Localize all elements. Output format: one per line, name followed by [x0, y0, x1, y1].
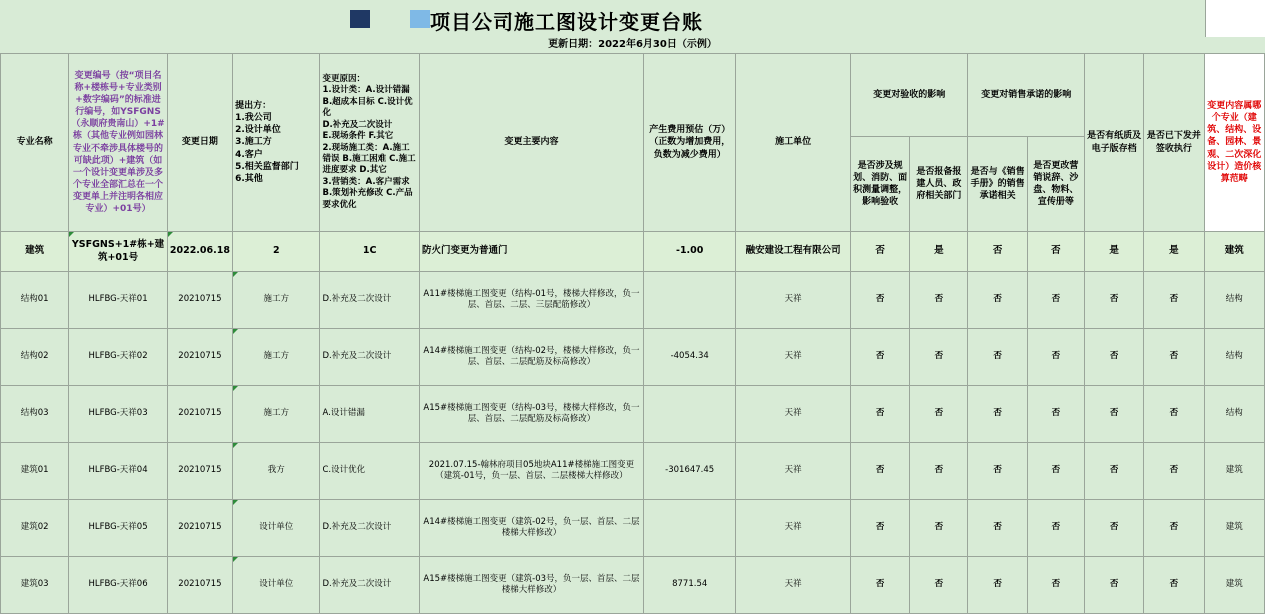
header-sales-impact[interactable]: 变更对销售承诺的影响 — [968, 54, 1085, 137]
cell-marketing[interactable]: 否 — [1027, 232, 1084, 272]
cell-content[interactable]: A15#楼梯施工图变更（建筑-03号，负一层、首层、二层楼梯大样修改） — [419, 557, 643, 614]
cell-specialty[interactable]: 结构03 — [1, 386, 69, 443]
cell-content[interactable]: A14#楼梯施工图变更（建筑-02号，负一层、首层、二层楼梯大样修改） — [419, 500, 643, 557]
table-row — [1, 557, 1265, 614]
cell-sales-manual[interactable]: 否 — [968, 272, 1027, 329]
cell-content[interactable]: A14#楼梯施工图变更（结构-02号，楼梯大样修改，负一层、首层、二层配筋及标高修改） — [419, 329, 643, 386]
cell-specialty[interactable]: 结构01 — [1, 272, 69, 329]
header-issued[interactable]: 是否已下发并签收执行 — [1144, 54, 1204, 232]
cell-change-number[interactable]: HLFBG-天祥05 — [69, 500, 167, 557]
cell-sales-manual[interactable]: 否 — [968, 500, 1027, 557]
cell-proposer[interactable]: 施工方 — [233, 329, 320, 386]
cell-cost[interactable]: -4054.34 — [643, 329, 735, 386]
header-planning-impact[interactable]: 是否涉及规划、消防、面积测量调整，影响验收 — [850, 137, 909, 232]
cell-planning[interactable]: 否 — [850, 500, 909, 557]
cell-sales-manual[interactable]: 否 — [968, 557, 1027, 614]
header-row-1 — [1, 54, 1265, 137]
cell-specialty[interactable]: 建筑 — [1, 232, 69, 272]
cell-marketing[interactable]: 否 — [1027, 557, 1084, 614]
cell-government[interactable]: 否 — [910, 557, 968, 614]
table-row — [1, 329, 1265, 386]
cell-cost[interactable] — [643, 272, 735, 329]
cell-planning[interactable]: 否 — [850, 232, 909, 272]
cell-cost[interactable]: -301647.45 — [643, 443, 735, 500]
cell-proposer[interactable]: 设计单位 — [233, 500, 320, 557]
cell-government[interactable]: 否 — [910, 443, 968, 500]
cell-proposer[interactable]: 设计单位 — [233, 557, 320, 614]
cell-unit[interactable]: 天祥 — [736, 500, 851, 557]
cell-scope[interactable]: 结构 — [1204, 272, 1264, 329]
cell-archived[interactable]: 否 — [1085, 443, 1144, 500]
header-construction-unit[interactable]: 施工单位 — [736, 54, 851, 232]
cell-specialty[interactable]: 建筑02 — [1, 500, 69, 557]
cell-content[interactable]: A11#楼梯施工图变更（结构-01号，楼梯大样修改，负一层、首层、二层、三层配筋修改） — [419, 272, 643, 329]
cell-proposer[interactable]: 2 — [233, 232, 320, 272]
cell-sales-manual[interactable]: 否 — [968, 232, 1027, 272]
cell-archived[interactable]: 否 — [1085, 557, 1144, 614]
cell-archived[interactable]: 否 — [1085, 272, 1144, 329]
cell-marketing[interactable]: 否 — [1027, 500, 1084, 557]
header-archived[interactable]: 是否有纸质及电子版存档 — [1085, 54, 1144, 232]
cell-change-date[interactable]: 20210715 — [167, 557, 232, 614]
cell-change-date[interactable]: 20210715 — [167, 500, 232, 557]
cell-reason[interactable]: D.补充及二次设计 — [320, 272, 419, 329]
header-government-report[interactable]: 是否报备报建人员、政府相关部门 — [910, 137, 968, 232]
title-corner-cell[interactable] — [1205, 0, 1265, 38]
cell-scope[interactable]: 建筑 — [1204, 443, 1264, 500]
cell-scope[interactable]: 建筑 — [1204, 557, 1264, 614]
cell-specialty[interactable]: 建筑01 — [1, 443, 69, 500]
cell-reason[interactable]: C.设计优化 — [320, 443, 419, 500]
cell-issued[interactable]: 否 — [1144, 272, 1204, 329]
cell-government[interactable]: 否 — [910, 329, 968, 386]
table-row — [1, 232, 1265, 272]
dark-square-icon — [350, 10, 370, 28]
header-change-date[interactable]: 变更日期 — [167, 54, 232, 232]
cell-reason[interactable]: D.补充及二次设计 — [320, 329, 419, 386]
cell-sales-manual[interactable]: 否 — [968, 329, 1027, 386]
cell-content[interactable]: 2021.07.15-翰林府项目05地块A11#楼梯施工图变更（建筑-01号，负一层、首层、二层楼梯大样修改） — [419, 443, 643, 500]
cell-unit[interactable]: 天祥 — [736, 329, 851, 386]
table-row — [1, 272, 1265, 329]
cell-archived[interactable]: 否 — [1085, 500, 1144, 557]
cell-government[interactable]: 否 — [910, 500, 968, 557]
cell-government[interactable]: 否 — [910, 386, 968, 443]
cell-planning[interactable]: 否 — [850, 386, 909, 443]
cell-planning[interactable]: 否 — [850, 329, 909, 386]
cell-content[interactable]: 防火门变更为普通门 — [419, 232, 643, 272]
cell-change-date[interactable]: 20210715 — [167, 272, 232, 329]
header-proposer[interactable]: 提出方： 1.我公司 2.设计单位 3.施工方 4.客户 5.相关监督部门 6.其他 — [233, 54, 320, 232]
cell-unit[interactable]: 融安建设工程有限公司 — [736, 232, 851, 272]
cell-proposer[interactable]: 我方 — [233, 443, 320, 500]
cell-marketing[interactable]: 否 — [1027, 443, 1084, 500]
cell-sales-manual[interactable]: 否 — [968, 386, 1027, 443]
header-acceptance-impact[interactable]: 变更对验收的影响 — [850, 54, 968, 137]
cell-change-number[interactable]: HLFBG-天祥06 — [69, 557, 167, 614]
header-specialty[interactable]: 专业名称 — [1, 54, 69, 232]
cell-change-date[interactable]: 2022.06.18 — [167, 232, 232, 272]
cell-content[interactable]: A15#楼梯施工图变更（结构-03号，楼梯大样修改，负一层、首层、二层配筋及标高修改） — [419, 386, 643, 443]
cell-specialty[interactable]: 结构02 — [1, 329, 69, 386]
header-change-reason[interactable]: 变更原因： 1.设计类：A.设计错漏 B.超成本目标 C.设计优化 D.补充及二次设计 E.现场条件 F.其它 2.现场施工类：A.施工错误 B.施工困难 C.施工进度要求 D.其它 3.营销类：A.客户需求 B.策划补充修改 C.产品要求优化 — [320, 54, 419, 232]
cell-scope[interactable]: 结构 — [1204, 329, 1264, 386]
cell-proposer[interactable]: 施工方 — [233, 386, 320, 443]
header-marketing-change[interactable]: 是否更改营销说辞、沙盘、物料、宣传册等 — [1027, 137, 1084, 232]
title-row — [0, 0, 1205, 38]
cell-unit[interactable]: 天祥 — [736, 557, 851, 614]
cell-planning[interactable]: 否 — [850, 557, 909, 614]
sheet-title: 项目公司施工图设计变更台账 — [430, 10, 703, 34]
cell-scope[interactable]: 建筑 — [1204, 232, 1264, 272]
cell-issued[interactable]: 否 — [1144, 386, 1204, 443]
cell-reason[interactable]: 1C — [320, 232, 419, 272]
cell-change-number[interactable]: HLFBG-天祥01 — [69, 272, 167, 329]
cell-issued[interactable]: 是 — [1144, 232, 1204, 272]
cell-marketing[interactable]: 否 — [1027, 386, 1084, 443]
cell-marketing[interactable]: 否 — [1027, 329, 1084, 386]
cell-specialty[interactable]: 建筑03 — [1, 557, 69, 614]
header-cost-estimate[interactable]: 产生费用预估（万）（正数为增加费用，负数为减少费用） — [643, 54, 735, 232]
cell-government[interactable]: 是 — [910, 232, 968, 272]
cell-marketing[interactable]: 否 — [1027, 272, 1084, 329]
cell-archived[interactable]: 否 — [1085, 386, 1144, 443]
cell-reason[interactable]: D.补充及二次设计 — [320, 500, 419, 557]
cell-planning[interactable]: 否 — [850, 443, 909, 500]
cell-change-number[interactable]: HLFBG-天祥04 — [69, 443, 167, 500]
cell-change-number[interactable]: HLFBG-天祥02 — [69, 329, 167, 386]
cell-sales-manual[interactable]: 否 — [968, 443, 1027, 500]
change-ledger-table — [0, 53, 1265, 614]
cell-change-date[interactable]: 20210715 — [167, 329, 232, 386]
table-row — [1, 443, 1265, 500]
table-row — [1, 386, 1265, 443]
cell-issued[interactable]: 否 — [1144, 500, 1204, 557]
cell-issued[interactable]: 否 — [1144, 443, 1204, 500]
cell-issued[interactable]: 否 — [1144, 557, 1204, 614]
cell-scope[interactable]: 建筑 — [1204, 500, 1264, 557]
cell-cost[interactable] — [643, 386, 735, 443]
cell-cost[interactable] — [643, 500, 735, 557]
update-date: 更新日期：2022年6月30日（示例） — [0, 37, 1265, 54]
cell-unit[interactable]: 天祥 — [736, 386, 851, 443]
cell-unit[interactable]: 天祥 — [736, 272, 851, 329]
header-change-number[interactable]: 变更编号（按“项目名称+楼栋号+专业类别+数字编码”的标准进行编号，如YSFGNS（永顺府贵南山）+1#栋（其他专业例如园林专业不牵涉具体楼号的可缺此项）+建筑（如一个设计变更单涉及多个专业全部汇总在一个变更单上并注明各相应专业）+01号） — [69, 54, 167, 232]
cell-issued[interactable]: 否 — [1144, 329, 1204, 386]
cell-change-date[interactable]: 20210715 — [167, 443, 232, 500]
cell-scope[interactable]: 结构 — [1204, 386, 1264, 443]
cell-reason[interactable]: D.补充及二次设计 — [320, 557, 419, 614]
cell-unit[interactable]: 天祥 — [736, 443, 851, 500]
cell-archived[interactable]: 否 — [1085, 329, 1144, 386]
cell-archived[interactable]: 是 — [1085, 232, 1144, 272]
header-cost-scope[interactable]: 变更内容属哪个专业（建筑、结构、设备、园林、景观、二次深化设计）造价核算范畴 — [1204, 54, 1264, 232]
cell-reason[interactable]: A.设计错漏 — [320, 386, 419, 443]
cell-planning[interactable]: 否 — [850, 272, 909, 329]
cell-cost[interactable]: 8771.54 — [643, 557, 735, 614]
header-sales-manual[interactable]: 是否与《销售手册》的销售承诺相关 — [968, 137, 1027, 232]
light-square-icon — [410, 10, 430, 28]
cell-government[interactable]: 否 — [910, 272, 968, 329]
cell-change-number[interactable]: YSFGNS+1#栋+建筑+01号 — [69, 232, 167, 272]
cell-change-date[interactable]: 20210715 — [167, 386, 232, 443]
cell-cost[interactable]: -1.00 — [643, 232, 735, 272]
cell-change-number[interactable]: HLFBG-天祥03 — [69, 386, 167, 443]
cell-proposer[interactable]: 施工方 — [233, 272, 320, 329]
table-row — [1, 500, 1265, 557]
header-main-content[interactable]: 变更主要内容 — [419, 54, 643, 232]
